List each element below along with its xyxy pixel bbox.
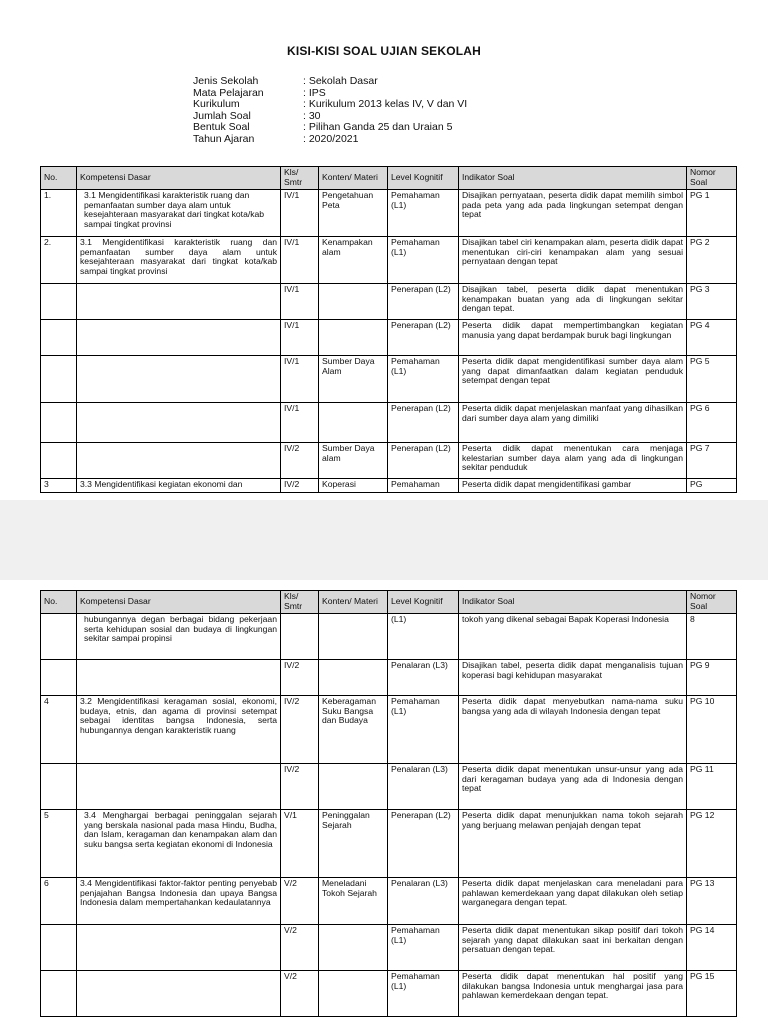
table-header [41,167,737,190]
cell-level-kognitif: Penerapan (L2) [388,810,459,878]
cell-no [41,356,77,403]
cell-nomor-soal: PG 12 [687,810,737,878]
cell-level-kognitif: Penerapan (L2) [388,443,459,479]
cell-no: 6 [41,878,77,925]
cell-nomor-soal: PG 7 [687,443,737,479]
table-row [41,764,737,810]
meta-value: : Kurikulum 2013 kelas IV, V dan VI [303,98,468,111]
header-konten-materi: Konten/ Materi [319,591,388,614]
meta-value: : 2020/2021 [303,132,359,145]
cell-kelas-semester: V/2 [281,878,319,925]
cell-konten-materi [319,320,388,356]
cell-level-kognitif: Pemahaman (L1) [388,971,459,1017]
cell-konten-materi: Kenampakan alam [319,237,388,284]
cell-level-kognitif: Penerapan (L2) [388,320,459,356]
cell-kompetensi-dasar [77,320,281,356]
cell-kompetensi-dasar [77,284,281,320]
cell-kompetensi-dasar [77,925,281,971]
table-header [41,591,737,614]
cell-level-kognitif: Pemahaman (L1) [388,696,459,764]
meta-row [193,134,467,146]
table-row [41,443,737,479]
cell-konten-materi: Sumber Daya Alam [319,356,388,403]
cell-level-kognitif: Penerapan (L2) [388,284,459,320]
table-row [41,660,737,696]
cell-konten-materi [319,403,388,443]
meta-label: Bentuk Soal [193,121,250,134]
cell-konten-materi: Peninggalan Sejarah [319,810,388,878]
cell-level-kognitif: Penerapan (L2) [388,403,459,443]
cell-kelas-semester: V/1 [281,810,319,878]
cell-konten-materi [319,660,388,696]
header-kompetensi-dasar: Kompetensi Dasar [77,167,281,190]
cell-kelas-semester: IV/1 [281,320,319,356]
cell-konten-materi: Pengetahuan Peta [319,190,388,237]
header-kelas-semester: Kls/ Smtr [281,591,319,614]
cell-nomor-soal: PG 4 [687,320,737,356]
meta-value: : Pilihan Ganda 25 dan Uraian 5 [303,121,453,134]
header-no: No. [41,591,77,614]
cell-kompetensi-dasar [77,971,281,1017]
cell-kelas-semester [281,614,319,660]
cell-indikator-soal: Peserta didik dapat menjelaskan cara meneladani para pahlawan kemerdekaan yang dapat dilakukan oleh setiap warganegara dengan tepat. [459,878,687,925]
header-nomor-soal: Nomor Soal [687,167,737,190]
cell-kelas-semester: IV/2 [281,443,319,479]
cell-kompetensi-dasar: hubungannya degan berbagai bidang pekerjaan serta kehidupan sosial dan budaya di lingkungan sekitar sampai propinsi [77,614,281,660]
cell-level-kognitif: Pemahaman (L1) [388,237,459,284]
cell-konten-materi: Meneladani Tokoh Sejarah [319,878,388,925]
table-row [41,479,737,493]
cell-nomor-soal: PG 5 [687,356,737,403]
cell-konten-materi [319,284,388,320]
header-no: No. [41,167,77,190]
meta-label: Tahun Ajaran [193,132,255,145]
cell-no: 1. [41,190,77,237]
header-kompetensi-dasar: Kompetensi Dasar [77,591,281,614]
meta-value: : 30 [303,109,321,122]
cell-no [41,764,77,810]
cell-indikator-soal: Disajikan tabel, peserta didik dapat menganalisis tujuan koperasi bagi kehidupan masyarakat [459,660,687,696]
cell-indikator-soal: Peserta didik dapat menentukan sikap positif dari tokoh sejarah yang dapat dilakukan saat ini berkaitan dengan persatuan dengan tepat. [459,925,687,971]
table-row [41,696,737,764]
cell-indikator-soal: Disajikan tabel ciri kenampakan alam, peserta didik dapat menentukan ciri-ciri kenampakan alam yang sesuai pernyataan dengan tepat [459,237,687,284]
cell-level-kognitif: Penalaran (L3) [388,878,459,925]
cell-nomor-soal: PG 1 [687,190,737,237]
cell-kelas-semester: IV/2 [281,479,319,493]
header-row [41,591,737,614]
header-level-kognitif: Level Kognitif [388,167,459,190]
meta-label: Mata Pelajaran [193,86,264,99]
cell-kompetensi-dasar [77,356,281,403]
cell-konten-materi [319,614,388,660]
cell-no: 5 [41,810,77,878]
table-row [41,320,737,356]
document-title: KISI-KISI SOAL UJIAN SEKOLAH [286,44,482,58]
table-row [41,878,737,925]
cell-indikator-soal: Peserta didik dapat menentukan cara menjaga kelestarian sumber daya alam yang ada di lingkungan sekitar penduduk [459,443,687,479]
cell-indikator-soal: Peserta didik dapat mengidentifikasi gambar [459,479,687,493]
cell-level-kognitif: Penalaran (L3) [388,660,459,696]
header-level-kognitif: Level Kognitif [388,591,459,614]
cell-no [41,925,77,971]
cell-konten-materi [319,925,388,971]
cell-kompetensi-dasar [77,403,281,443]
cell-no [41,443,77,479]
table-row [41,925,737,971]
cell-konten-materi [319,971,388,1017]
cell-nomor-soal: PG 15 [687,971,737,1017]
cell-nomor-soal: PG [687,479,737,493]
cell-indikator-soal: Disajikan pernyataan, peserta didik dapat memilih simbol pada peta yang ada pada lingkungan setempat dengan tepat [459,190,687,237]
cell-kelas-semester: IV/2 [281,660,319,696]
cell-konten-materi: Keberagaman Suku Bangsa dan Budaya [319,696,388,764]
cell-no: 2. [41,237,77,284]
cell-level-kognitif: Pemahaman (L1) [388,925,459,971]
header-indikator-soal: Indikator Soal [459,167,687,190]
cell-indikator-soal: Peserta didik dapat menentukan hal positif yang dilakukan bangsa Indonesia untuk menghargai jasa para pahlawan kemerdekaan dengan tepat. [459,971,687,1017]
cell-indikator-soal: Peserta didik dapat menjelaskan manfaat yang dihasilkan dari sumber daya alam yang dimiliki [459,403,687,443]
cell-level-kognitif: Penalaran (L3) [388,764,459,810]
cell-kompetensi-dasar: 3.4 Menghargai berbagai peninggalan sejarah yang berskala nasional pada masa Hindu, Budha, dan Islam, keragaman dan kenampakan alam dan suku bangsa serta kegiatan ekonomi di Indonesia [77,810,281,878]
header-row [41,167,737,190]
cell-kelas-semester: IV/1 [281,190,319,237]
table-row [41,356,737,403]
cell-no [41,614,77,660]
cell-nomor-soal: PG 9 [687,660,737,696]
cell-kompetensi-dasar [77,660,281,696]
cell-kompetensi-dasar: 3.2 Mengidentifikasi keragaman sosial, ekonomi, budaya, etnis, dan agama di provinsi setempat sebagai identitas bangsa Indonesia, serta hubungannya dengan karakteristik ruang [77,696,281,764]
meta-value: : IPS [303,86,326,99]
cell-konten-materi: Koperasi [319,479,388,493]
cell-no: 4 [41,696,77,764]
cell-no [41,403,77,443]
cell-level-kognitif: Pemahaman (L1) [388,190,459,237]
cell-no [41,284,77,320]
cell-konten-materi [319,764,388,810]
meta-label: Jenis Sekolah [193,75,259,87]
meta-row [193,76,467,88]
cell-nomor-soal: PG 14 [687,925,737,971]
meta-label: Kurikulum [193,98,240,111]
header-kelas-semester: Kls/ Smtr [281,167,319,190]
cell-no: 3 [41,479,77,493]
cell-kompetensi-dasar [77,764,281,810]
cell-kompetensi-dasar: 3.3 Mengidentifikasi kegiatan ekonomi dan [77,479,281,493]
document-meta [193,76,467,146]
cell-no [41,660,77,696]
table-row [41,237,737,284]
cell-indikator-soal: Disajikan tabel, peserta didik dapat menentukan kenampakan buatan yang ada di lingkungan sekitar dengan tepat. [459,284,687,320]
cell-kelas-semester: IV/1 [281,403,319,443]
cell-nomor-soal: 8 [687,614,737,660]
cell-indikator-soal: Peserta didik dapat mempertimbangkan kegiatan manusia yang dapat berdampak buruk bagi lingkungan [459,320,687,356]
cell-kelas-semester: V/2 [281,971,319,1017]
cell-indikator-soal: Peserta didik dapat menunjukkan nama tokoh sejarah yang berjuang melawan penjajah dengan tepat [459,810,687,878]
header-nomor-soal: Nomor Soal [687,591,737,614]
header-konten-materi: Konten/ Materi [319,167,388,190]
table-row [41,614,737,660]
cell-kelas-semester: IV/2 [281,696,319,764]
cell-indikator-soal: Peserta didik dapat menyebutkan nama-nama suku bangsa yang ada di wilayah Indonesia dengan tepat [459,696,687,764]
kisi-kisi-table-page-1 [40,166,737,493]
cell-kelas-semester: IV/1 [281,356,319,403]
cell-level-kognitif: (L1) [388,614,459,660]
table-row [41,403,737,443]
table-row [41,190,737,237]
cell-kelas-semester: IV/2 [281,764,319,810]
cell-nomor-soal: PG 3 [687,284,737,320]
header-indikator-soal: Indikator Soal [459,591,687,614]
cell-nomor-soal: PG 11 [687,764,737,810]
cell-kompetensi-dasar: 3.1 Mengidentifikasi karakteristik ruang dan pemanfaatan sumber daya alam untuk kesejahteraan masyarakat dari tingkat kota/kab sampai tingkat provinsi [77,190,281,237]
cell-nomor-soal: PG 2 [687,237,737,284]
cell-konten-materi: Sumber Daya alam [319,443,388,479]
cell-kompetensi-dasar: 3.4 Mengidentifikasi faktor-faktor penting penyebab penjajahan Bangsa Indonesia dan upaya Bangsa Indonesia dalam mempertahankan kedaulatannya [77,878,281,925]
cell-indikator-soal: tokoh yang dikenal sebagai Bapak Koperasi Indonesia [459,614,687,660]
cell-indikator-soal: Peserta didik dapat mengidentifikasi sumber daya alam yang dapat dimanfaatkan dalam kegiatan penduduk setempat dengan tepat [459,356,687,403]
cell-kompetensi-dasar [77,443,281,479]
cell-level-kognitif: Pemahaman [388,479,459,493]
cell-nomor-soal: PG 6 [687,403,737,443]
cell-nomor-soal: PG 13 [687,878,737,925]
cell-no [41,971,77,1017]
cell-kelas-semester: IV/1 [281,237,319,284]
cell-kelas-semester: IV/1 [281,284,319,320]
cell-indikator-soal: Peserta didik dapat menentukan unsur-unsur yang ada dari keragaman budaya yang ada di Indonesia dengan tepat [459,764,687,810]
table-row [41,971,737,1017]
cell-kelas-semester: V/2 [281,925,319,971]
meta-label: Jumlah Soal [193,109,251,122]
cell-level-kognitif: Pemahaman (L1) [388,356,459,403]
cell-kompetensi-dasar: 3.1 Mengidentifikasi karakteristik ruang dan pemanfaatan sumber daya alam untuk kesejahteraan masyarakat dari tingkat kota/kab sampai tingkat provinsi [77,237,281,284]
table-row [41,284,737,320]
kisi-kisi-table-page-2 [40,590,737,1017]
cell-nomor-soal: PG 10 [687,696,737,764]
cell-no [41,320,77,356]
meta-value: : Sekolah Dasar [303,75,378,87]
table-row [41,810,737,878]
